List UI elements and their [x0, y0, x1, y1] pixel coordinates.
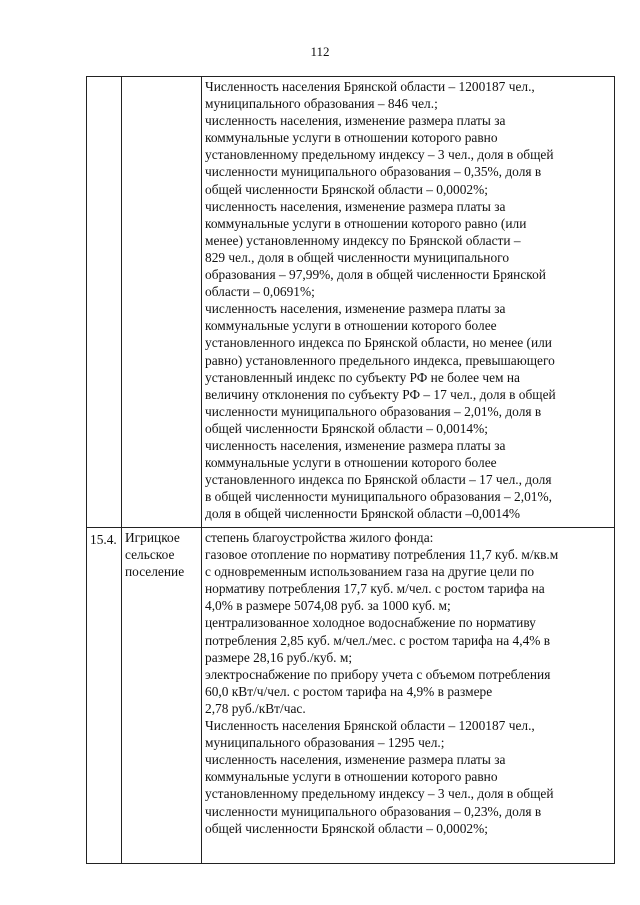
description-line: коммунальные услуги в отношении которого равно: [205, 130, 498, 146]
description-line: общей численности Брянской области – 0,0002%;: [205, 820, 488, 836]
description-line: 4,0% в размере 5074,08 руб. за 1000 куб. м;: [205, 598, 451, 614]
settlement-name-line: сельское: [125, 547, 175, 563]
settlement-name-line: Игрицкое: [125, 530, 180, 545]
description-line: численность населения, изменение размера платы за: [205, 198, 506, 214]
description-line: менее) установленному индексу по Брянской области –: [205, 232, 521, 248]
description-line: образования – 97,99%, доля в общей численности Брянской: [205, 267, 546, 283]
description-line: численности муниципального образования – 2,01%, доля в: [205, 403, 542, 419]
description-line: электроснабжение по прибору учета с объемом потребления: [205, 666, 551, 682]
description-line: установленный индекс по субъекту РФ не более чем на: [205, 369, 520, 385]
description-line: численность населения, изменение размера платы за: [205, 301, 506, 317]
description-line: общей численности Брянской области – 0,0002%;: [205, 181, 488, 197]
description-line: равно) установленного предельного индекса, превышающего: [205, 352, 555, 368]
description-line: численности муниципального образования – 0,23%, доля в: [205, 803, 542, 819]
description-line: нормативу потребления 17,7 куб. м/чел. с ростом тарифа на: [205, 581, 545, 597]
description-line: 60,0 кВт/ч/чел. с ростом тарифа на 4,9% в размере: [205, 683, 493, 699]
settlement-name-cell: [122, 528, 202, 864]
description-line: установленному предельному индексу – 3 чел., доля в общей: [205, 786, 554, 802]
description-cell: [202, 528, 615, 864]
description-line: Численность населения Брянской области – 1200187 чел.,: [205, 718, 535, 734]
description-line: Численность населения Брянской области – 1200187 чел.,: [205, 79, 535, 94]
table-row: [87, 77, 615, 528]
description-line: общей численности Брянской области – 0,0014%;: [205, 420, 488, 436]
description-line: коммунальные услуги в отношении которого более: [205, 455, 497, 471]
description-line: доля в общей численности Брянской области –0,0014%: [205, 506, 521, 522]
settlement-name-cell: [122, 77, 202, 528]
description-line: 2,78 руб./кВт/час.: [205, 700, 306, 716]
description-line: коммунальные услуги в отношении которого равно (или: [205, 215, 527, 231]
description-cell: [202, 77, 615, 528]
description-line: размере 28,16 руб./куб. м;: [205, 649, 353, 665]
description-line: численность населения, изменение размера платы за: [205, 113, 506, 129]
document-table: [86, 76, 615, 864]
description-line: численность населения, изменение размера платы за: [205, 437, 506, 453]
description-line: централизованное холодное водоснабжение по нормативу: [205, 615, 536, 631]
row-number-cell: [87, 77, 122, 528]
table-row: [87, 528, 615, 864]
description-line: в общей численности муниципального образования – 2,01%,: [205, 489, 552, 505]
description-line: величину отклонения по субъекту РФ – 17 чел., доля в общей: [205, 386, 556, 402]
settlement-name-line: поселение: [125, 564, 185, 580]
description-line: коммунальные услуги в отношении которого равно: [205, 769, 498, 785]
description-line: газовое отопление по нормативу потребления 11,7 куб. м/кв.м: [205, 547, 559, 563]
description-line: 829 чел., доля в общей численности муниципального: [205, 249, 510, 265]
description-line: муниципального образования – 846 чел.;: [205, 96, 438, 112]
description-line: муниципального образования – 1295 чел.;: [205, 735, 445, 751]
page-number: 112: [310, 44, 330, 59]
description-line: установленному предельному индексу – 3 чел., доля в общей: [205, 147, 554, 163]
description-line: степень благоустройства жилого фонда:: [205, 530, 434, 545]
description-line: области – 0,0691%;: [205, 284, 315, 300]
description-line: установленного индекса по Брянской области – 17 чел., доля: [205, 472, 552, 488]
description-line: с одновременным использованием газа на другие цели по: [205, 564, 535, 580]
description-line: установленного индекса по Брянской области, но менее (или: [205, 335, 552, 351]
description-line: численности муниципального образования – 0,35%, доля в: [205, 164, 542, 180]
description-line: коммунальные услуги в отношении которого более: [205, 318, 497, 334]
description-line: потребления 2,85 куб. м/чел./мес. с ростом тарифа на 4,4% в: [205, 632, 551, 648]
row-number-cell: 15.4.: [87, 528, 122, 864]
description-line: численность населения, изменение размера платы за: [205, 752, 506, 768]
